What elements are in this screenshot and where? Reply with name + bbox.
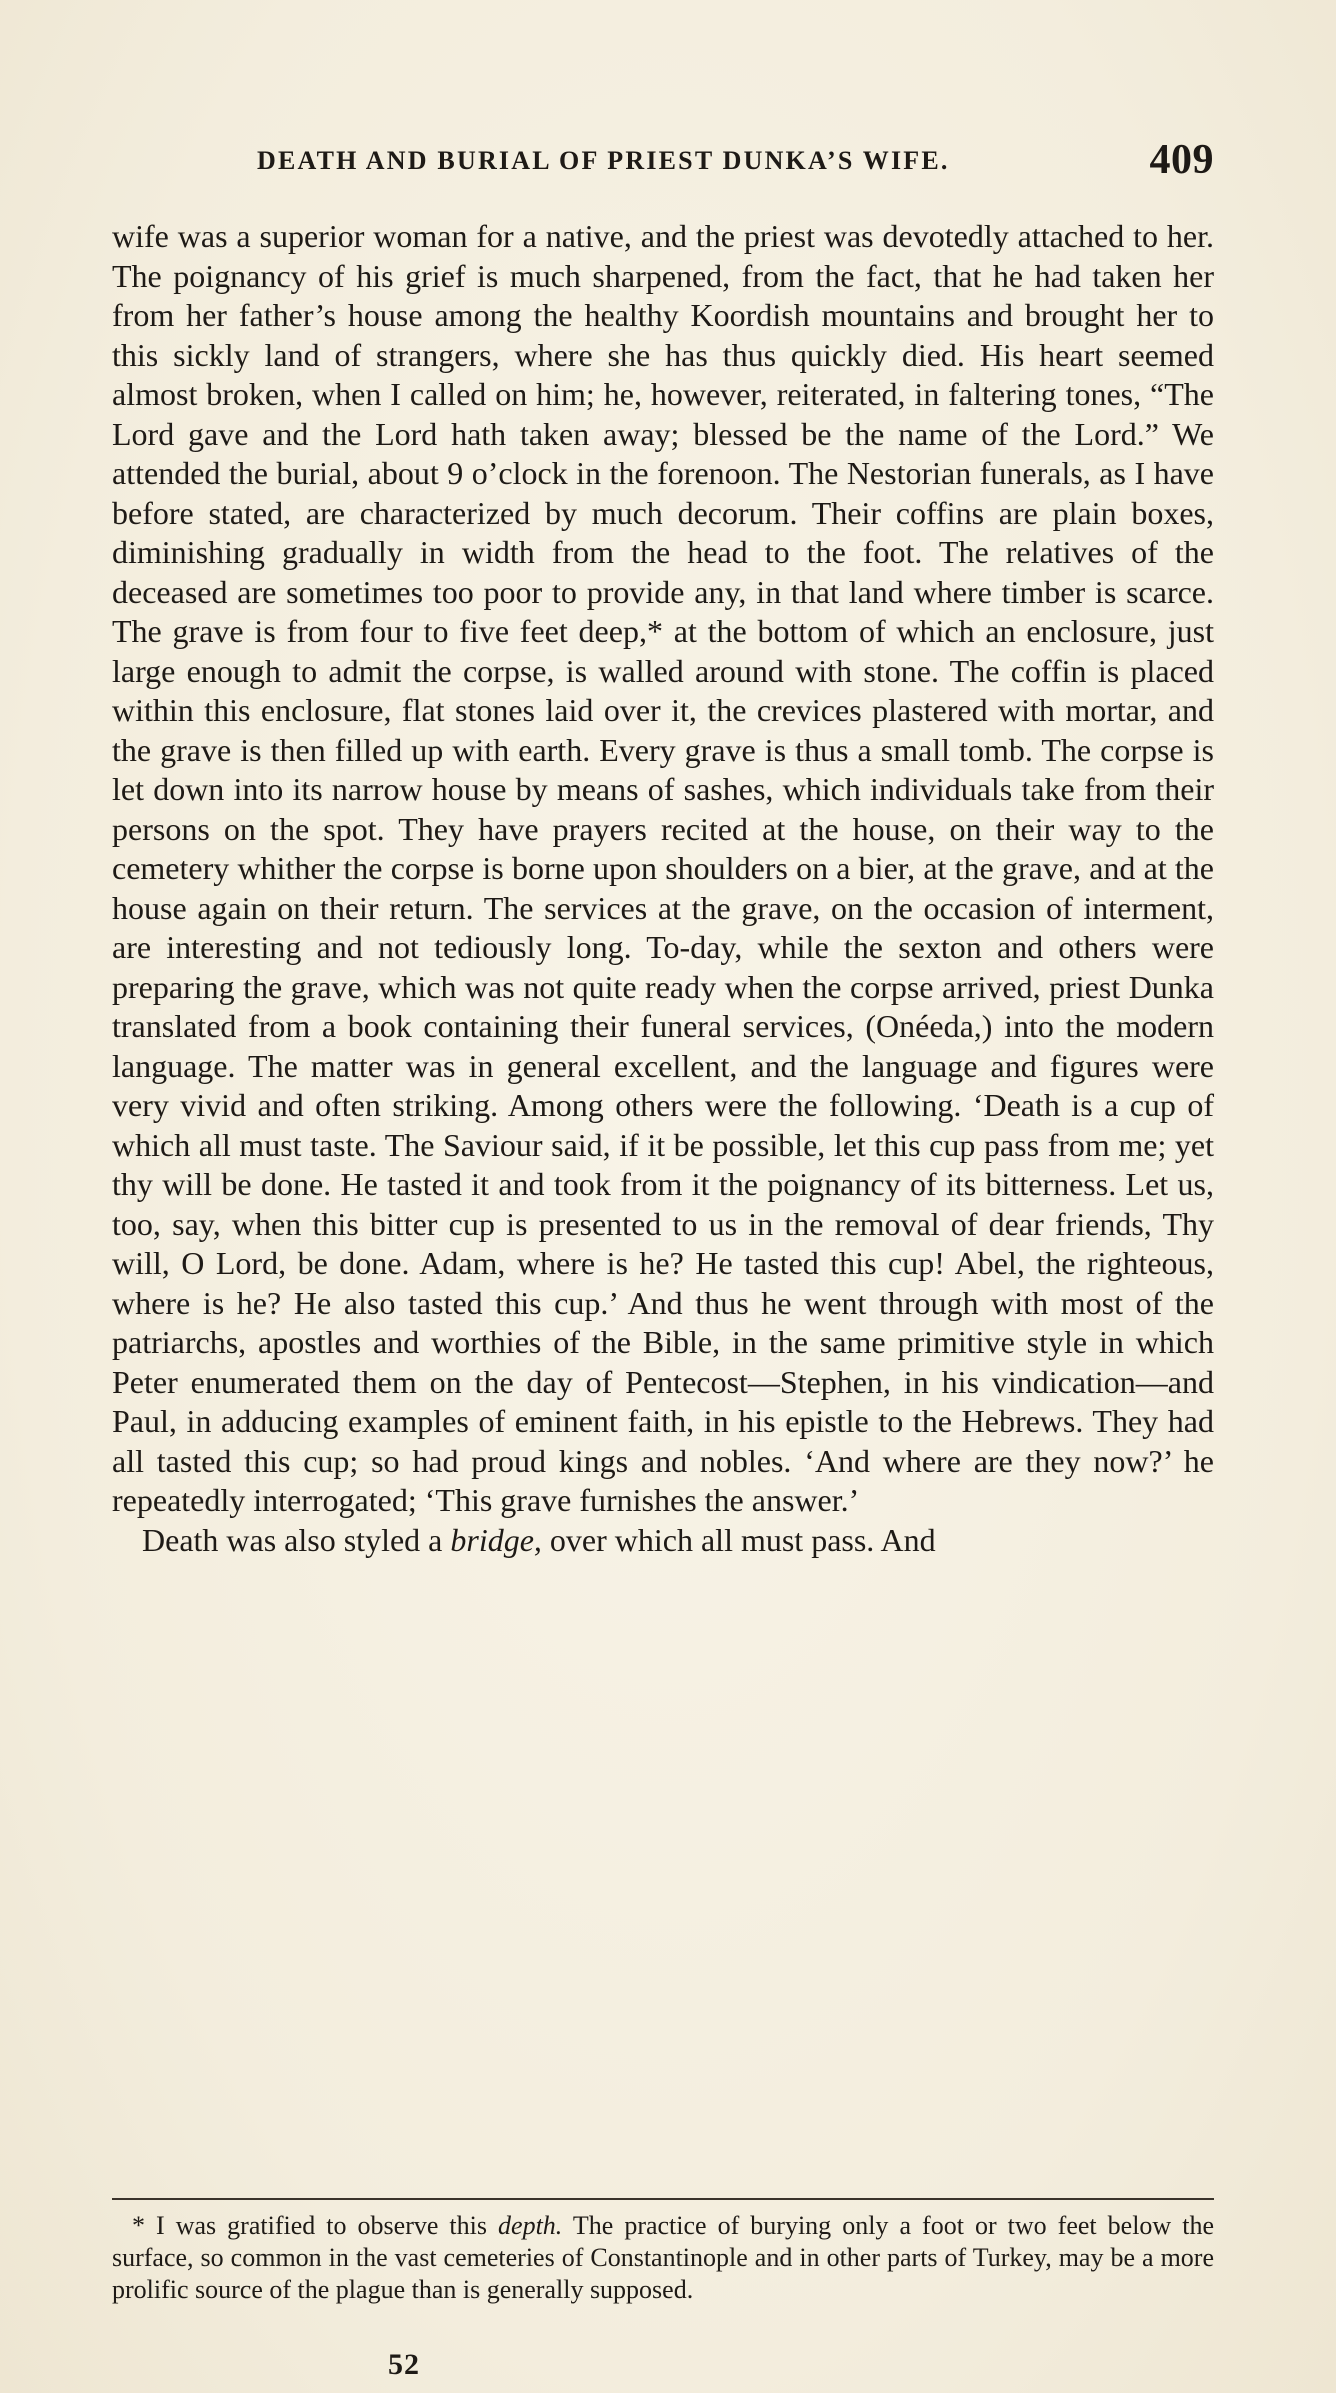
- footnote: [112, 2210, 1214, 2306]
- running-title: DEATH AND BURIAL OF PRIEST DUNKA’S WIFE.: [257, 146, 950, 175]
- paragraph-text: over which all must pass. And: [549, 1521, 936, 1558]
- signature-mark: 52: [388, 2348, 420, 2381]
- footnote-emphasis: depth.: [498, 2211, 563, 2240]
- footnote-rule: [112, 2198, 1214, 2200]
- footnote-text: * I was gratified to observe this: [132, 2211, 487, 2240]
- paragraph: wife was a superior woman for a native, and the priest was devotedly attached to her. The poignancy of his grief is much sharpened, from the fact, that he had taken her from her father’s house among the healthy Koordish mountains and brought her to this sickly land of strangers, where she has thus quickly died. His heart seemed almost broken, when I called on him; he, however, reiterated, in faltering tones, “The Lord gave and the Lord hath taken away; blessed be the name of the Lord.” We attended the burial, about 9 o’clock in the forenoon. The Nestorian funerals, as I have before stated, are characterized by much decorum. Their coffins are plain boxes, diminishing gradually in width from the head to the foot. The relatives of the deceased are sometimes too poor to provide any, in that land where timber is scarce. The grave is from four to five feet deep,* at the bottom of which an enclosure, just large enough to admit the corpse, is walled around with stone. The coffin is placed within this enclosure, flat stones laid over it, the crevices plastered with mortar, and the grave is then filled up with earth. Every grave is thus a small tomb. The corpse is let down into its narrow house by means of sashes, which individuals take from their persons on the spot. They have prayers recited at the house, on their way to the cemetery whither the corpse is borne upon shoulders on a bier, at the grave, and at the house again on their return. The services at the grave, on the occasion of interment, are interesting and not tediously long. To-day, while the sexton and others were preparing the grave, which was not quite ready when the corpse arrived, priest Dunka translated from a book containing their funeral services, (Onéeda,) into the modern language. The matter was in general excellent, and the language and figures were very vivid and often striking. Among others were the following. ‘Death is a cup of which all must taste. The Saviour said, if it be possible, let this cup pass from me; yet thy will be done. He tasted it and took from it the poignancy of its bitterness. Let us, too, say, when this bitter cup is presented to us in the removal of dear friends, Thy will, O Lord, be done. Adam, where is he? He tasted this cup! Abel, the righteous, where is he? He also tasted this cup.’ And thus he went through with most of the patriarchs, apostles and worthies of the Bible, in the same primitive style in which Peter enumerated them on the day of Pentecost—Stephen, in his vindication—and Paul, in adducing examples of eminent faith, in his epistle to the Hebrews. They had all tasted this cup; so had proud kings and nobles. ‘And where are they now?’ he repeatedly interrogated; ‘This grave furnishes the answer.’: [112, 218, 1214, 1518]
- emphasized-word: bridge,: [450, 1521, 542, 1558]
- running-head: [112, 136, 1214, 192]
- page-number: 409: [1149, 137, 1214, 183]
- body-text: [112, 217, 1214, 1560]
- paragraph-text: Death was also styled a: [142, 1521, 443, 1558]
- paragraph: [112, 1521, 1214, 1561]
- footnote-text: The practice of burying only a foot or two feet below the surface, so common in the vast cemeteries of Constantinople and in other parts of Turkey, may be a more prolific source of the plague than is generally supposed.: [112, 2211, 1214, 2304]
